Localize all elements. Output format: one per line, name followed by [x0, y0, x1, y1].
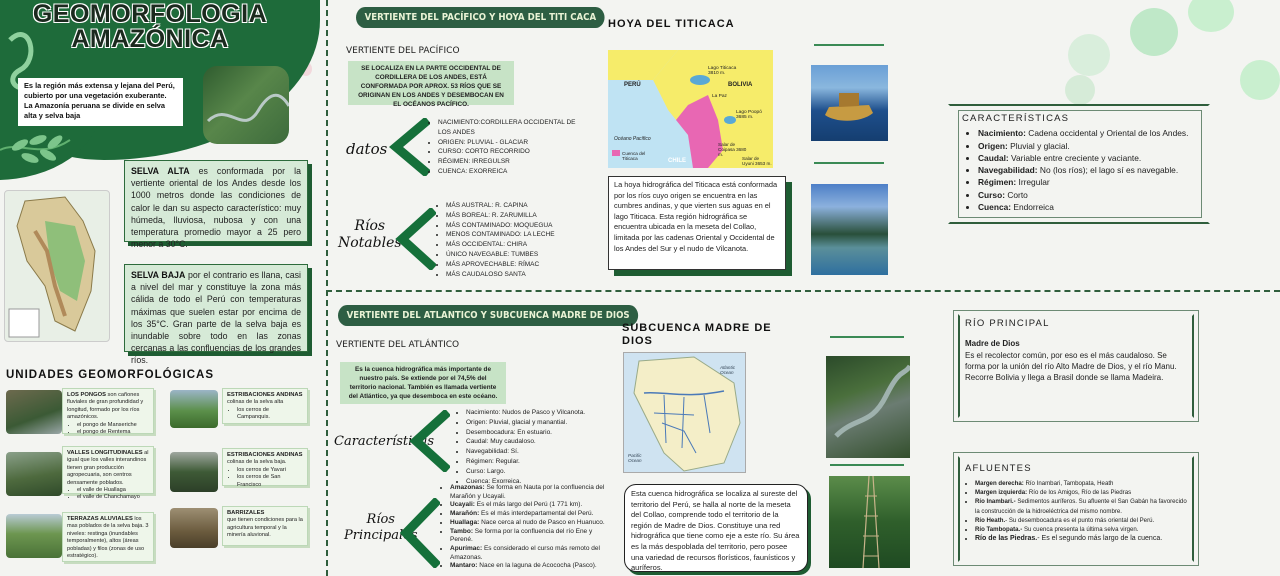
afluente-key: Margen izquierda:: [975, 489, 1028, 497]
car-item: • Cuenca: Exorreica.: [466, 477, 606, 487]
madre-header: SUBCUENCA MADRE DE DIOS: [622, 322, 772, 347]
unidad-item: • el valle de Huallaga: [77, 487, 149, 494]
map-label: Salar de Uyuni 3653 m.: [742, 156, 772, 166]
char-item: [978, 189, 1198, 201]
rio-item: • MÁS AUSTRAL: R. CAPINA: [446, 201, 576, 211]
afluente-item: [975, 534, 1191, 543]
char-item: [978, 164, 1198, 176]
car-item: • Caudal: Muy caudaloso.: [466, 437, 606, 447]
atlantico-rios-list: [440, 484, 612, 571]
char-item: [978, 176, 1198, 188]
unidad-item: • el pongo de Rentema: [77, 429, 149, 436]
datos-list: [428, 118, 578, 177]
datos-label: datos: [346, 140, 388, 158]
rio-item: • MÁS CONTAMINADO: MOQUEGUA: [446, 221, 576, 231]
afluente-value: - Su desembocadura es el punto más oriental del Perú.: [1005, 516, 1155, 524]
afluente-key: Río de las Piedras.: [975, 535, 1038, 543]
map-label: Cuenca del Titicaca: [622, 151, 646, 161]
unidad-card: [62, 388, 154, 434]
selva-alta-box: [124, 160, 308, 250]
photo-accent: [814, 44, 884, 46]
afluente-item: [975, 488, 1191, 497]
rio-key: Huallaga:: [450, 518, 480, 526]
afluente-value: - Es el segundo más largo de la cuenca.: [1037, 535, 1163, 543]
afluente-key: Río Inambari.-: [975, 498, 1016, 506]
photo-accent: [830, 336, 904, 338]
amazon-river-photo: [826, 356, 910, 458]
char-value: Irregular: [1016, 177, 1050, 188]
map-label: CHILE: [668, 158, 686, 164]
afluente-item: [975, 497, 1191, 515]
char-key: Cuenca:: [978, 202, 1012, 213]
afluente-key: Río Tambopata.-: [975, 526, 1023, 534]
atlantico-header: VERTIENTE DEL ATLANTICO Y SUBCUENCA MADRE DE DIOS: [338, 305, 638, 326]
map-label: Pacific Ocean: [628, 453, 642, 463]
char-value: Corto: [1005, 189, 1028, 200]
unidad-card: [62, 446, 154, 501]
unidad-label: LOS PONGOS: [67, 392, 106, 398]
char-item: [978, 201, 1198, 213]
lake-photo: [811, 184, 888, 275]
caracteristicas-title: CARACTERÍSTICAS: [962, 113, 1070, 124]
chevron-icon: [394, 208, 436, 270]
decor-circle: [1240, 60, 1280, 100]
title-line: GEOMORFOLOGIA: [32, 0, 268, 28]
rios-notables-list: [436, 201, 576, 279]
pacifico-highlight: SE LOCALIZA EN LA PARTE OCCIDENTAL DE CORDILLERA DE LOS ANDES, ESTÁ CONFORMADA POR APROX. 53 RÍOS QUE SE ORIGINAN EN LOS ANDES Y DESEMBOCAN EN EL OCÉANOS PACÍFICO.: [348, 61, 514, 105]
principal-title: RÍO PRINCIPAL: [965, 318, 1050, 329]
afluente-item: [975, 479, 1191, 488]
label-line: Notables: [338, 235, 402, 251]
estribaciones-photo: [170, 390, 218, 428]
datos-item: • NACIMIENTO:CORDILLERA OCCIDENTAL DE LOS ANDES: [438, 118, 578, 138]
rio-key: Amazonas:: [450, 484, 485, 491]
unidad-text: son cañones fluviales de gran profundidad y longitud, formado por los ríos amazónicos.: [67, 392, 144, 421]
decor-circle: [1068, 34, 1110, 76]
pacifico-subtitle: VERTIENTE DEL PACÍFICO: [346, 46, 460, 56]
char-value: Variable entre creciente y vaciante.: [1008, 152, 1142, 163]
rio-value: Nace cerca al nudo de Pasco en Huanuco.: [479, 518, 605, 526]
principal-text: Es el recolector común, por eso es el más caudaloso. Se forma por la unión del río Alto Madre de Dios, y el río Manu. Recorre Bolivia y llega a Brasil donde se llama Madeira.: [965, 351, 1177, 382]
unidades-title: UNIDADES GEOMORFOLÓGICAS: [6, 369, 215, 381]
unidad-card: [222, 448, 308, 486]
rio-item: [450, 510, 612, 519]
unidad-label: TERRAZAS ALUVIALES: [67, 516, 133, 522]
rio-value: Es considerado el curso más remoto del Amazonas.: [450, 544, 600, 561]
pacifico-header: VERTIENTE DEL PACÍFICO Y HOYA DEL TITI CACA: [356, 7, 605, 28]
char-key: Nacimiento:: [978, 128, 1026, 139]
label-line: Ríos: [366, 512, 395, 527]
char-key: Navegabilidad:: [978, 165, 1038, 176]
unidad-card: [62, 512, 154, 562]
afluente-key: Río Heath.: [975, 516, 1006, 524]
decor-circle: [1065, 75, 1095, 105]
char-key: Origen:: [978, 140, 1008, 151]
car-item: • Origen: Pluvial, glacial y manantial.: [466, 418, 606, 428]
rio-item: • MÁS OCCIDENTAL: CHIRA: [446, 240, 576, 250]
decor-circle: [1188, 0, 1234, 32]
photo-accent: [814, 162, 884, 164]
atlantico-highlight: Es la cuenca hidrográfica más importante de nuestro país. Se extiende por el 74,5% del territorio nacional. También es llamada vertiente del Atlántico, ya que desemboca en este océano.: [340, 362, 506, 404]
photo-accent: [830, 464, 904, 466]
column-divider: [326, 0, 328, 576]
car-item: • Régimen: Regular.: [466, 457, 606, 467]
char-key: Régimen:: [978, 177, 1017, 188]
char-key: Caudal:: [978, 152, 1009, 163]
selva-baja-label: SELVA BAJA: [131, 270, 186, 280]
map-label: Océano Pacífico: [614, 136, 651, 142]
rio-item: • MÁS APROVECHABLE: RÍMAC: [446, 260, 576, 270]
selva-baja-text: por el contrario es llana, casi a nivel del mar y constituye la zona más cálida de todo el Perú con temperaturas máximas que suelen estar por encima de los 35°C. Gran parte de la selva baja es inundable sobre todo en las zonas cercanas a las confluencias de los grandes ríos.: [131, 270, 302, 366]
car-item: • Desembocadura: En estuario.: [466, 428, 606, 438]
char-value: No (los ríos); el lago sí es navegable.: [1037, 165, 1179, 176]
rio-key: Tambo:: [450, 527, 473, 535]
row-divider: [326, 290, 1280, 292]
titicaca-map: [608, 50, 773, 168]
selva-alta-text: es conformada por la vertiente oriental de los Andes desde los 1000 metros donde las condiciones de calor le dan su aspecto característico: muy húmeda, lluviosa, nubosa y con una temperatura promedio mayor a 25 pero menor a 30°C.: [131, 166, 301, 250]
barrizales-photo: [170, 508, 218, 548]
estribaciones-baja-photo: [170, 452, 218, 492]
madre-description: Esta cuenca hidrográfica se localiza al sureste del territorio del Perú, se halla al norte de la meseta del Collao, comprende todo el territorio de la región de Madre de Dios. Constituye una red hidrográfica que tiene como eje a este río. Su área es la más despoblada del territorio, pero posee una variedad de recursos florísticos, faunísticos y auríferos.: [624, 484, 808, 572]
unidad-label: VALLES LONGITUDINALES: [67, 450, 143, 456]
rio-item: • MENOS CONTAMINADO: LA LECHE: [446, 230, 576, 240]
map-label: Lago Poopó 3685 m.: [736, 110, 762, 120]
titicaca-description: La hoya hidrográfica del Titicaca está conformada por los ríos cuyo origen se encuentra en las cumbres andinas, y que vierten sus aguas en el lago Titicaca. Esta región hidrográfica se encuentra ubicada en la meseta del Collao, limitada por las cadenas Oriental y Occidental de los Andes del Sur y el nudo de Vilcanota.: [608, 176, 786, 270]
rio-item: • ÚNICO NAVEGABLE: TUMBES: [446, 250, 576, 260]
car-item: • Curso: Largo.: [466, 467, 606, 477]
unidad-item: • el valle de Chanchamayo: [77, 494, 149, 501]
map-label: BOLIVIA: [728, 82, 753, 88]
unidad-item: • los cerros de San Francisco: [237, 474, 303, 489]
map-label: Salar de Coipasa 3680 m.: [718, 142, 747, 157]
rio-item: • MÁS BOREAL: R. ZARUMILLA: [446, 211, 576, 221]
map-label: Lago Titicaca 3810 m.: [708, 66, 737, 76]
rio-item: [450, 562, 612, 571]
rio-value: Se forma por la confluencia del río Ene y Perené.: [450, 527, 593, 544]
rio-item: [450, 528, 612, 545]
decor-circle: [1130, 8, 1178, 56]
river-photo: [203, 66, 289, 144]
terrazas-photo: [6, 514, 62, 558]
afluente-value: Río Inambari, Tambopata, Heath: [1023, 480, 1114, 487]
char-item: [978, 152, 1198, 164]
char-value: Cadena occidental y Oriental de los Andes.: [1025, 128, 1189, 139]
peru-map: [4, 190, 110, 342]
afluente-item: [975, 516, 1191, 525]
rio-item: [450, 545, 612, 562]
char-item: [978, 140, 1198, 152]
afluentes-box: [965, 463, 1191, 543]
afluente-item: [975, 525, 1191, 534]
afluente-value: Sedimentos auríferos. Su afluente el San Gabán ha favorecido la construcción de la hidroeléctrica del mismo nombre.: [975, 498, 1187, 515]
unidad-text: al igual que los valles interandinos tienen gran producción agropecuaria, son centros densamente poblados.: [67, 450, 149, 486]
unidad-label: ESTRIBACIONES ANDINAS: [227, 452, 303, 458]
title-line: AMAZÓNICA: [71, 25, 229, 53]
intro-text: Es la región más extensa y lejana del Perú, cubierto por una vegetación exuberante. La Amazonía peruana se divide en selva alta y selva baja: [18, 78, 183, 126]
char-item: [978, 127, 1198, 139]
unidad-item: • el pongo de Manseriche: [77, 422, 149, 429]
atlantico-caracteristicas-list: [456, 408, 606, 486]
valles-photo: [6, 452, 62, 496]
afluente-value: Río de los Amigos, Río de las Piedras: [1027, 489, 1132, 497]
unidad-item: • los cerros de Campanquis.: [237, 407, 303, 422]
datos-item: • CURSO: CORTO RECORRIDO: [438, 147, 578, 157]
rio-key: Ucayali:: [450, 501, 475, 509]
south-america-map: [623, 352, 746, 473]
unidad-card: [222, 506, 308, 546]
rio-key: Mantaro:: [450, 562, 478, 570]
rio-key: Marañón:: [450, 510, 480, 518]
label-line: Ríos: [354, 218, 386, 234]
pongo-photo: [6, 390, 62, 434]
unidad-label: BARRIZALES: [227, 510, 265, 516]
unidad-card: [222, 388, 308, 424]
atlantico-subtitle: VERTIENTE DEL ATLÁNTICO: [336, 340, 460, 350]
principal-box: [965, 318, 1189, 383]
titicaca-header: HOYA DEL TITICACA: [608, 18, 735, 30]
rio-value: Es el más largo del Perú (1 771 km).: [474, 501, 583, 509]
rio-value: Se forma en Nauta por la confluencia del Marañón y Ucayali.: [450, 484, 605, 500]
char-value: Endorreica: [1011, 202, 1054, 213]
car-item: • Nacimiento: Nudos de Pasco y Vilcanota.: [466, 408, 606, 418]
map-label: Atlantic Ocean: [720, 365, 736, 375]
caracteristicas-label: Características: [334, 434, 434, 449]
car-item: • Navegabilidad: Sí.: [466, 447, 606, 457]
rio-key: Apurímac:: [450, 544, 483, 552]
unidad-text: que tienen condiciones para la agricultura temporal y la minería aluvional.: [227, 517, 303, 539]
rios-notables-label: [338, 218, 402, 252]
char-value: Pluvial y glacial.: [1007, 140, 1070, 151]
rio-item: [450, 484, 612, 501]
unidad-text: los mas poblados de la selva baja. 3 niveles: restinga (inundables temporalmente), altos (áreas pobladas) y filos (zonas de uso estratégico).: [67, 516, 149, 560]
chevron-icon: [398, 498, 440, 568]
selva-baja-box: [124, 264, 308, 366]
rio-value: Es el más interdepartamental del Perú.: [479, 510, 594, 518]
chevron-icon: [408, 410, 450, 472]
unidad-label: ESTRIBACIONES ANDINAS: [227, 392, 303, 398]
rio-item: [450, 501, 612, 510]
afluentes-title: AFLUENTES: [965, 463, 1032, 474]
datos-item: • CUENCA: EXORREICA: [438, 167, 578, 177]
datos-item: • ORIGEN: PLUVIAL - GLACIAR: [438, 138, 578, 148]
rio-item: • MÁS CAUDALOSO SANTA: [446, 270, 576, 280]
canopy-bridge-photo: [829, 476, 910, 568]
map-label: La Paz: [712, 94, 727, 99]
totora-boat-photo: [811, 65, 888, 141]
selva-alta-label: SELVA ALTA: [131, 166, 190, 176]
datos-item: • RÉGIMEN: IRREGULSR: [438, 157, 578, 167]
unidad-text: colinas de la selva baja.: [227, 459, 287, 466]
afluente-value: Su cuenca presenta la última selva virgen.: [1022, 526, 1139, 534]
unidad-item: • los cerros de Yavari: [237, 467, 303, 474]
rio-value: Nace en la laguna de Acococha (Pasco).: [477, 562, 597, 570]
caracteristicas-box: [962, 113, 1198, 215]
label-line: Principales: [344, 528, 418, 543]
principal-name: Madre de Dios: [965, 339, 1020, 348]
main-title: [30, 2, 270, 52]
rio-item: [450, 519, 612, 528]
chevron-icon: [388, 118, 430, 176]
afluente-key: Margen derecha:: [975, 480, 1024, 487]
unidad-text: colinas de la selva alta: [227, 399, 284, 406]
map-label: PERÚ: [624, 82, 641, 88]
char-key: Curso:: [978, 189, 1005, 200]
